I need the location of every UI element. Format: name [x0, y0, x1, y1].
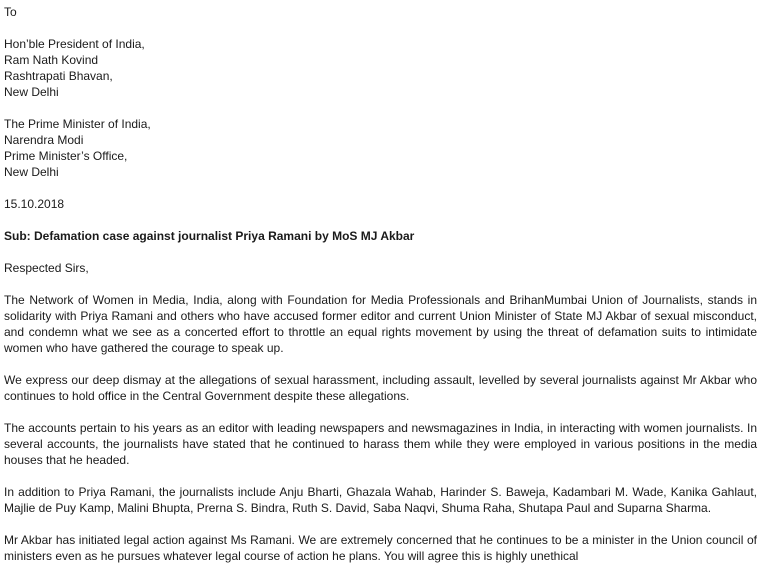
body-paragraph: In addition to Priya Ramani, the journalists include Anju Bharti, Ghazala Wahab, Harinder S. Baweja, Kadambari M. Wade, Kanika Gahlaut, Majlie de Puy Kamp, Malini Bhupta, Prerna S. Bindra, Ruth S. David, Saba Naqvi, Shuma Raha, Shutapa Paul and Suparna Sharma.: [4, 485, 757, 515]
subject-text: Sub: Defamation case against journalist Priya Ramani by MoS MJ Akbar: [4, 229, 415, 243]
recipient-line: Ram Nath Kovind: [4, 53, 99, 67]
body-paragraph: The accounts pertain to his years as an editor with leading newspapers and newsmagazines in India, in interacting with women journalists. In several accounts, the journalists have stated that he continued to harass them while they were employed in various positions in the media houses that he headed.: [4, 421, 757, 467]
date-text: 15.10.2018: [4, 197, 65, 211]
body-paragraph: Mr Akbar has initiated legal action against Ms Ramani. We are extremely concerned that he continues to be a minister in the Union council of ministers even as he pursues whatever legal course of action he plans. You will agree this is highly unethical: [4, 533, 757, 563]
recipient-line: Rashtrapati Bhavan,: [4, 69, 113, 83]
body-paragraph: The Network of Women in Media, India, along with Foundation for Media Professionals and BrihanMumbai Union of Journalists, stands in solidarity with Priya Ramani and others who have accused former editor and current Union Minister of State MJ Akbar of sexual misconduct, and condemn what we see as a concerted effort to throttle an equal rights movement by using the threat of defamation suits to intimidate women who have gathered the courage to speak up.: [4, 293, 757, 355]
letter-to: [4, 4, 757, 20]
salutation-text: Respected Sirs,: [4, 261, 89, 275]
recipient-line: New Delhi: [4, 165, 59, 179]
letter-date: [4, 196, 757, 212]
to-label: To: [4, 5, 17, 19]
letter-document: [4, 4, 757, 564]
letter-salutation: [4, 260, 757, 276]
recipient-line: New Delhi: [4, 85, 59, 99]
recipient-line: Prime Minister’s Office,: [4, 149, 128, 163]
recipient-prime-minister: [4, 116, 757, 180]
recipient-line: The Prime Minister of India,: [4, 117, 151, 131]
recipient-president: [4, 36, 757, 100]
letter-subject: [4, 228, 757, 244]
recipient-line: Narendra Modi: [4, 133, 84, 147]
body-paragraph: We express our deep dismay at the allegations of sexual harassment, including assault, levelled by several journalists against Mr Akbar who continues to hold office in the Central Government despite these allegations.: [4, 373, 757, 403]
recipient-line: Hon’ble President of India,: [4, 37, 145, 51]
